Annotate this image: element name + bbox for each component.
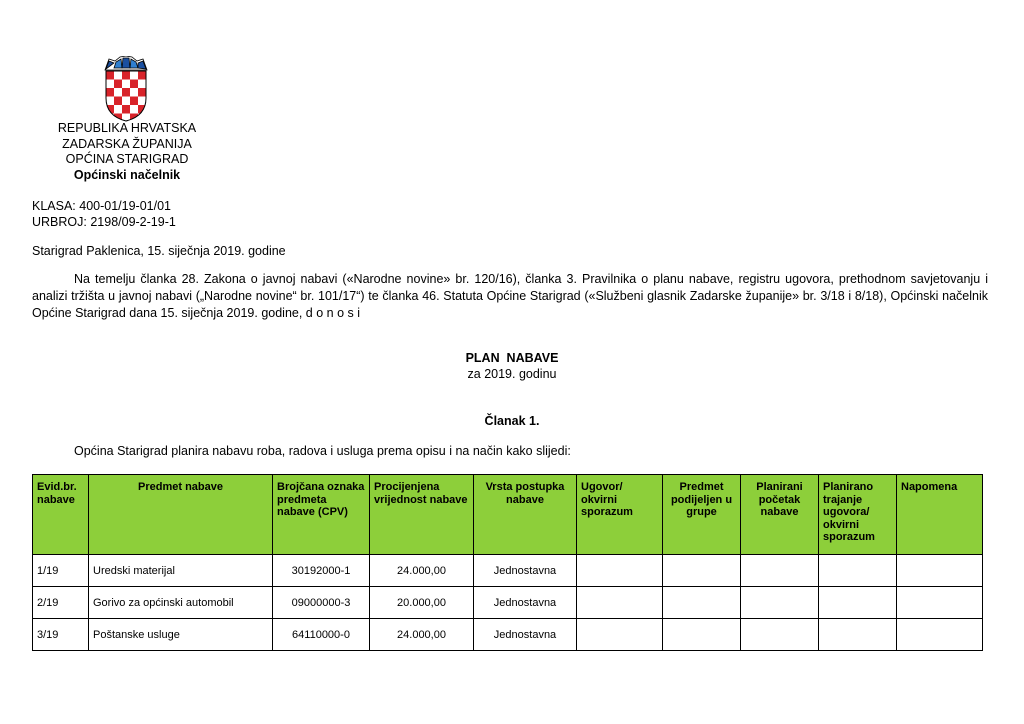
klasa-line: KLASA: 400-01/19-01/01 — [32, 199, 171, 213]
cell-trajanje — [819, 587, 897, 619]
header-ugovor: Ugovor/ okvirni sporazum — [577, 475, 663, 555]
header-pocetak: Planirani početak nabave — [741, 475, 819, 555]
county-name: ZADARSKA ŽUPANIJA — [62, 136, 192, 151]
procurement-table — [32, 474, 983, 651]
cell-grupe — [663, 587, 741, 619]
table-row — [33, 587, 983, 619]
cell-cpv: 30192000-1 — [273, 555, 370, 587]
cell-napomena — [897, 587, 983, 619]
header-grupe: Predmet podijeljen u grupe — [663, 475, 741, 555]
coat-of-arms-icon — [101, 56, 151, 122]
cell-ugovor — [577, 619, 663, 651]
header-postupak: Vrsta postupka nabave — [474, 475, 577, 555]
document-title: PLAN NABAVE — [465, 351, 559, 365]
table-row — [33, 555, 983, 587]
article-heading: Članak 1. — [484, 414, 540, 428]
cell-vrijednost: 20.000,00 — [370, 587, 474, 619]
municipality-name: OPĆINA STARIGRAD — [65, 152, 189, 166]
intro-paragraph: Na temelju članka 28. Zakona o javnoj nabavi («Narodne novine» br. 120/16), članka 3. Pravilnika o planu nabave, registru ugovora, prethodnom savjetovanju i analizi tržišta u javnoj nabavi („Narodne novine“ br. 101/17“) te članka 46. Statuta Općine Starigrad («Službeni glasnik Zadarske županije» br. 3/18 i 8/18), Općinski načelnik Općine Starigrad dana 15. siječnja 2019. godine, d o n o s i — [32, 272, 988, 320]
table-header-row — [33, 475, 983, 555]
issuer-header — [32, 121, 222, 183]
reference-block — [32, 199, 176, 230]
cell-postupak: Jednostavna — [474, 587, 577, 619]
cell-cpv: 09000000-3 — [273, 587, 370, 619]
cell-grupe — [663, 619, 741, 651]
header-cpv: Brojčana oznaka predmeta nabave (CPV) — [273, 475, 370, 555]
document-subtitle: za 2019. godinu — [467, 367, 557, 381]
plan-statement: Općina Starigrad planira nabavu roba, radova i usluga prema opisu i na način kako slijedi: — [74, 444, 571, 458]
cell-pocetak — [741, 587, 819, 619]
header-evid: Evid.br. nabave — [33, 475, 89, 555]
header-vrijednost: Procijenjena vrijednost nabave — [370, 475, 474, 555]
office-name: Općinski načelnik — [73, 167, 181, 182]
header-predmet: Predmet nabave — [89, 475, 273, 555]
urbroj-line: URBROJ: 2198/09-2-19-1 — [32, 214, 176, 229]
cell-napomena — [897, 555, 983, 587]
cell-evid: 3/19 — [33, 619, 89, 651]
cell-ugovor — [577, 555, 663, 587]
cell-cpv: 64110000-0 — [273, 619, 370, 651]
place-date: Starigrad Paklenica, 15. siječnja 2019. godine — [32, 244, 286, 258]
cell-pocetak — [741, 555, 819, 587]
cell-postupak: Jednostavna — [474, 619, 577, 651]
cell-trajanje — [819, 619, 897, 651]
cell-predmet: Gorivo za općinski automobil — [89, 587, 273, 619]
cell-ugovor — [577, 587, 663, 619]
cell-postupak: Jednostavna — [474, 555, 577, 587]
table-row — [33, 619, 983, 651]
header-napomena: Napomena — [897, 475, 983, 555]
cell-evid: 2/19 — [33, 587, 89, 619]
cell-predmet: Poštanske usluge — [89, 619, 273, 651]
cell-trajanje — [819, 555, 897, 587]
header-trajanje: Planirano trajanje ugovora/ okvirni sporazum — [819, 475, 897, 555]
republic-name: REPUBLIKA HRVATSKA — [57, 121, 197, 135]
cell-grupe — [663, 555, 741, 587]
cell-napomena — [897, 619, 983, 651]
cell-vrijednost: 24.000,00 — [370, 619, 474, 651]
cell-vrijednost: 24.000,00 — [370, 555, 474, 587]
cell-pocetak — [741, 619, 819, 651]
cell-predmet: Uredski materijal — [89, 555, 273, 587]
cell-evid: 1/19 — [33, 555, 89, 587]
